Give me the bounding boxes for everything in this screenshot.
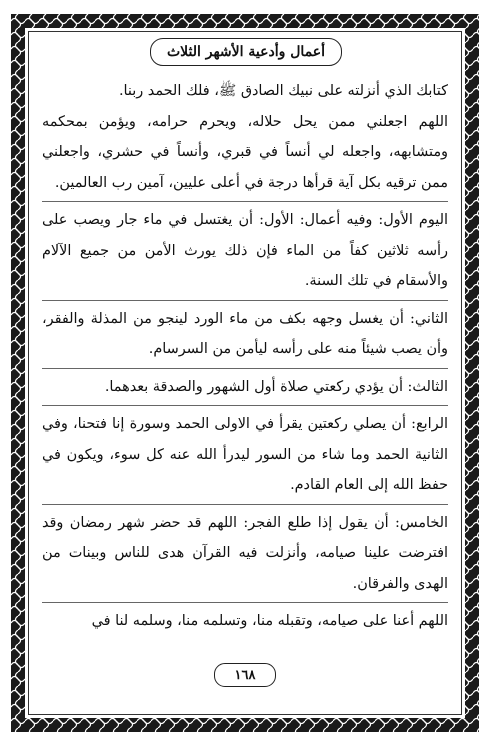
paragraph-7: الخامس: أن يقول إذا طلع الفجر: اللهم قد حضر شهر رمضان وقد افترضت علينا صيامه، وأنزلت فيه القرآن هدى للناس وبينات من الهدى والفرقان. bbox=[42, 514, 448, 592]
header-title: أعمال وأدعية الأشهر الثلاث bbox=[166, 44, 326, 60]
section-divider bbox=[42, 405, 448, 406]
section-divider bbox=[42, 368, 448, 369]
section-divider bbox=[42, 504, 448, 505]
section-divider bbox=[42, 300, 448, 301]
page-number-badge bbox=[214, 663, 276, 687]
section-divider bbox=[42, 201, 448, 202]
page-number: ١٦٨ bbox=[234, 667, 256, 683]
page-body bbox=[42, 76, 448, 656]
running-header bbox=[150, 38, 342, 66]
section-divider bbox=[42, 602, 448, 603]
paragraph-8: اللهم أعنا على صيامه، وتقبله منا، وتسلمه منا، وسلمه لنا في bbox=[91, 613, 448, 629]
paragraph-2: اللهم اجعلني ممن يحل حلاله، ويحرم حرامه، ويؤمن بمحكمه ومتشابهه، واجعله لي أنساً في قبري، وأنساً في حشري، واجعلني ممن ترقيه بكل آية قرأها درجة في أعلى عليين، آمين رب العالمين. bbox=[42, 113, 448, 191]
paragraph-4: الثاني: أن يغسل وجهه بكف من ماء الورد لينجو من المذلة والفقر، وأن يصب شيئاً منه على رأسه ليأمن من السرسام. bbox=[42, 310, 448, 357]
paragraph-1: كتابك الذي أنزلته على نبيك الصادق ﷺ، فلك الحمد ربنا. bbox=[118, 83, 448, 99]
paragraph-6: الرابع: أن يصلي ركعتين يقرأ في الاولى الحمد وسورة إنا فتحنا، وفي الثانية الحمد وما شاء من السور ليدرأ الله عنه كل سوء، ويكون في حفظ الله إلى العام القادم. bbox=[42, 416, 448, 493]
paragraph-5: الثالث: أن يؤدي ركعتي صلاة أول الشهور والصدقة بعدهما. bbox=[104, 378, 448, 395]
paragraph-3: اليوم الأول: وفيه أعمال: الأول: أن يغتسل في ماء جار ويصب على رأسه ثلاثين كفاً من الماء فإن ذلك يورث الأمن من جميع الآلام والأسقام في تلك السنة. bbox=[42, 212, 448, 289]
